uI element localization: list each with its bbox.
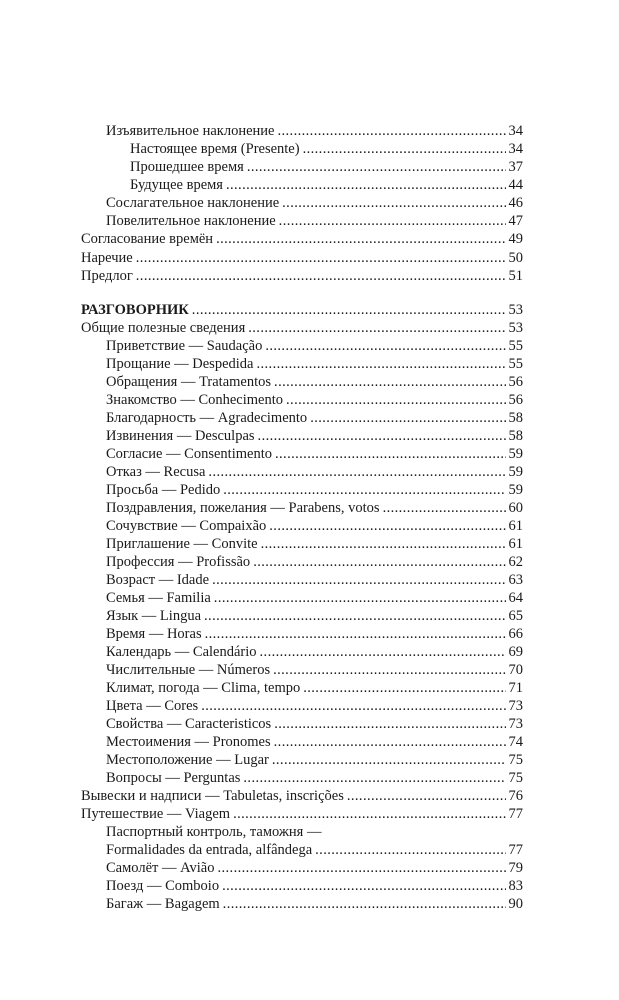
dot-leader bbox=[279, 212, 506, 230]
toc-entry-page: 59 bbox=[508, 482, 523, 498]
toc-entry bbox=[106, 373, 523, 391]
toc-entry-title: Климат, погода — Clima, tempo bbox=[106, 680, 301, 696]
toc-entry-title: Знакомство — Conhecimento bbox=[106, 392, 284, 408]
toc-entry-page: 70 bbox=[508, 662, 523, 678]
toc-entry bbox=[106, 643, 523, 661]
toc-entry bbox=[106, 499, 523, 517]
dot-leader bbox=[274, 733, 506, 751]
toc-entry bbox=[106, 841, 523, 859]
toc-entry-page: 83 bbox=[508, 878, 523, 894]
toc-entry bbox=[130, 176, 523, 194]
dot-leader bbox=[136, 267, 506, 285]
toc-entry-page: 65 bbox=[508, 608, 523, 624]
toc-entry-page: 77 bbox=[508, 842, 523, 858]
toc-entry-page: 58 bbox=[508, 428, 523, 444]
dot-leader bbox=[205, 625, 506, 643]
toc-entry-page: 56 bbox=[508, 392, 523, 408]
toc-entry-page: 34 bbox=[508, 141, 523, 157]
toc-entry-page: 90 bbox=[508, 896, 523, 912]
toc-entry bbox=[106, 517, 523, 535]
toc-entry-page: 46 bbox=[508, 195, 523, 211]
toc-entry-page: 56 bbox=[508, 374, 523, 390]
toc-entry-page: 63 bbox=[508, 572, 523, 588]
toc-entry bbox=[106, 212, 523, 230]
dot-leader bbox=[248, 319, 505, 337]
toc-entry-page: 66 bbox=[508, 626, 523, 642]
toc-entry bbox=[106, 679, 523, 697]
dot-leader bbox=[315, 841, 505, 859]
toc-entry bbox=[81, 249, 523, 267]
toc-entry bbox=[106, 895, 523, 913]
toc-entry-page: 47 bbox=[508, 213, 523, 229]
toc-entry-title: Сочувствие — Compaixão bbox=[106, 518, 267, 534]
dot-leader bbox=[214, 589, 506, 607]
toc-entry-title: Путешествие — Viagem bbox=[81, 806, 231, 822]
toc-entry-title: Приветствие — Saudação bbox=[106, 338, 263, 354]
dot-leader bbox=[223, 895, 506, 913]
toc-entry bbox=[106, 733, 523, 751]
toc-entry-title: Изъявительное наклонение bbox=[106, 123, 275, 139]
toc-entry-title: Самолёт — Avião bbox=[106, 860, 215, 876]
dot-leader bbox=[383, 499, 506, 517]
toc-entry bbox=[106, 445, 523, 463]
dot-leader bbox=[265, 337, 505, 355]
toc-entry-page: 74 bbox=[508, 734, 523, 750]
dot-leader bbox=[347, 787, 506, 805]
toc-entry-page: 58 bbox=[508, 410, 523, 426]
toc-entry-page: 77 bbox=[508, 806, 523, 822]
toc-entry-title: Повелительное наклонение bbox=[106, 213, 276, 229]
toc-entry-page: 59 bbox=[508, 446, 523, 462]
toc-entry-page: 64 bbox=[508, 590, 523, 606]
dot-leader bbox=[201, 697, 505, 715]
toc-entry bbox=[106, 769, 523, 787]
toc-entry-page: 73 bbox=[508, 698, 523, 714]
toc-entry-page: 61 bbox=[508, 518, 523, 534]
toc-entry-title: Местоимения — Pronomes bbox=[106, 734, 271, 750]
toc-entry-title: РАЗГОВОРНИК bbox=[81, 302, 189, 318]
toc-entry bbox=[81, 805, 523, 823]
dot-leader bbox=[223, 481, 505, 499]
toc-entry-title: Благодарность — Agradecimento bbox=[106, 410, 308, 426]
dot-leader bbox=[136, 249, 506, 267]
dot-leader bbox=[204, 607, 505, 625]
toc-entry-title: Календарь — Calendário bbox=[106, 644, 257, 660]
dot-leader bbox=[275, 445, 506, 463]
toc-entry-title: Числительные — Números bbox=[106, 662, 271, 678]
dot-leader bbox=[233, 805, 505, 823]
dot-leader bbox=[256, 355, 505, 373]
dot-leader bbox=[303, 140, 506, 158]
toc-entry bbox=[106, 481, 523, 499]
dot-leader bbox=[247, 158, 506, 176]
toc-entry-title: Свойства — Caracteristicos bbox=[106, 716, 272, 732]
dot-leader bbox=[269, 517, 505, 535]
toc-entry-page: 73 bbox=[508, 716, 523, 732]
toc-entry bbox=[106, 697, 523, 715]
toc-entry bbox=[106, 391, 523, 409]
toc-entry-title: Семья — Familia bbox=[106, 590, 211, 606]
toc-entry bbox=[106, 122, 523, 140]
toc-entry bbox=[106, 571, 523, 589]
toc-entry-title: Цвета — Cores bbox=[106, 698, 199, 714]
toc-entry bbox=[81, 267, 523, 285]
toc-entry-title: Поезд — Comboio bbox=[106, 878, 220, 894]
toc-entry-title: Будущее время bbox=[130, 177, 223, 193]
toc-entry bbox=[106, 355, 523, 373]
dot-leader bbox=[226, 176, 506, 194]
toc-entry bbox=[106, 877, 523, 895]
toc-entry-title: Время — Horas bbox=[106, 626, 202, 642]
toc-entry-page: 53 bbox=[508, 320, 523, 336]
toc-entry-page: 55 bbox=[508, 356, 523, 372]
toc-entry-title: Просьба — Pedido bbox=[106, 482, 221, 498]
dot-leader bbox=[277, 122, 505, 140]
toc-entry-title: Наречие bbox=[81, 250, 133, 266]
toc-entry-title: Паспортный контроль, таможня — bbox=[106, 824, 322, 840]
toc-entry bbox=[106, 427, 523, 445]
toc-entry-title: Согласие — Consentimento bbox=[106, 446, 272, 462]
toc-entry bbox=[130, 140, 523, 158]
toc-entry bbox=[106, 589, 523, 607]
toc-entry-page: 62 bbox=[508, 554, 523, 570]
dot-leader bbox=[286, 391, 505, 409]
dot-leader bbox=[272, 751, 506, 769]
toc-entry bbox=[106, 625, 523, 643]
toc-entry bbox=[106, 751, 523, 769]
toc-entry bbox=[106, 409, 523, 427]
toc-entry-page: 76 bbox=[508, 788, 523, 804]
toc-entry-page: 51 bbox=[508, 268, 523, 284]
toc-entry bbox=[106, 337, 523, 355]
dot-leader bbox=[310, 409, 505, 427]
toc-entry-title: Профессия — Profissão bbox=[106, 554, 251, 570]
toc-entry-page: 75 bbox=[508, 752, 523, 768]
toc-entry-title: Отказ — Recusa bbox=[106, 464, 206, 480]
toc-entry bbox=[106, 463, 523, 481]
toc-entry-page: 79 bbox=[508, 860, 523, 876]
toc-entry-title: Вывески и надписи — Tabuletas, inscrições bbox=[81, 788, 344, 804]
toc-entry-page: 49 bbox=[508, 231, 523, 247]
toc-entry-title: Прощание — Despedida bbox=[106, 356, 254, 372]
toc-entry-title: Прошедшее время bbox=[130, 159, 244, 175]
toc-entry-title: Настоящее время (Presente) bbox=[130, 141, 300, 157]
dot-leader bbox=[274, 715, 505, 733]
toc-entry-title: Сослагательное наклонение bbox=[106, 195, 280, 211]
dot-leader bbox=[217, 859, 505, 877]
toc-entry-page: 71 bbox=[508, 680, 523, 696]
toc-entry-title: Предлог bbox=[81, 268, 133, 284]
toc-entry bbox=[81, 787, 523, 805]
toc-entry-page: 61 bbox=[508, 536, 523, 552]
toc-entry-title: Извинения — Desculpas bbox=[106, 428, 255, 444]
toc-entry bbox=[81, 301, 523, 319]
toc-entry-page: 60 bbox=[508, 500, 523, 516]
toc-entry-title: Приглашение — Convite bbox=[106, 536, 258, 552]
toc-entry-page: 50 bbox=[508, 250, 523, 266]
toc-entry-page: 55 bbox=[508, 338, 523, 354]
toc-entry bbox=[106, 553, 523, 571]
toc-entry bbox=[106, 607, 523, 625]
toc-entry-page: 69 bbox=[508, 644, 523, 660]
toc-entry bbox=[106, 661, 523, 679]
dot-leader bbox=[222, 877, 505, 895]
dot-leader bbox=[208, 463, 505, 481]
toc-entry bbox=[106, 194, 523, 212]
dot-leader bbox=[273, 661, 505, 679]
toc-entry bbox=[106, 535, 523, 553]
toc-entry-title: Багаж — Bagagem bbox=[106, 896, 220, 912]
toc-entry bbox=[81, 319, 523, 337]
dot-leader bbox=[253, 553, 505, 571]
dot-leader bbox=[282, 194, 505, 212]
dot-leader bbox=[260, 643, 506, 661]
toc-entry-page: 44 bbox=[508, 177, 523, 193]
toc-entry bbox=[81, 230, 523, 248]
toc-entry-page: 53 bbox=[508, 302, 523, 318]
dot-leader bbox=[274, 373, 505, 391]
dot-leader bbox=[216, 230, 505, 248]
toc-entry-title: Обращения — Tratamentos bbox=[106, 374, 272, 390]
toc-entry-title: Вопросы — Perguntas bbox=[106, 770, 241, 786]
toc-entry bbox=[130, 158, 523, 176]
dot-leader bbox=[261, 535, 506, 553]
dot-leader bbox=[192, 301, 506, 319]
dot-leader bbox=[258, 427, 506, 445]
dot-leader bbox=[243, 769, 505, 787]
toc-entry-title: Язык — Lingua bbox=[106, 608, 202, 624]
toc-entry-page: 75 bbox=[508, 770, 523, 786]
toc-entry-title: Общие полезные сведения bbox=[81, 320, 246, 336]
toc-entry-title: Formalidades da entrada, alfândega bbox=[106, 842, 313, 858]
toc-entry-title: Возраст — Idade bbox=[106, 572, 210, 588]
dot-leader bbox=[303, 679, 505, 697]
dot-leader bbox=[212, 571, 505, 589]
toc-entry bbox=[106, 715, 523, 733]
toc-entry-page: 59 bbox=[508, 464, 523, 480]
toc-entry bbox=[106, 823, 523, 841]
toc-entry bbox=[106, 859, 523, 877]
toc-entry-title: Поздравления, пожелания — Parabens, votos bbox=[106, 500, 380, 516]
toc-entry-page: 34 bbox=[508, 123, 523, 139]
toc-entry-title: Местоположение — Lugar bbox=[106, 752, 269, 768]
toc-entry-page: 37 bbox=[508, 159, 523, 175]
toc-entry-title: Согласование времён bbox=[81, 231, 214, 247]
